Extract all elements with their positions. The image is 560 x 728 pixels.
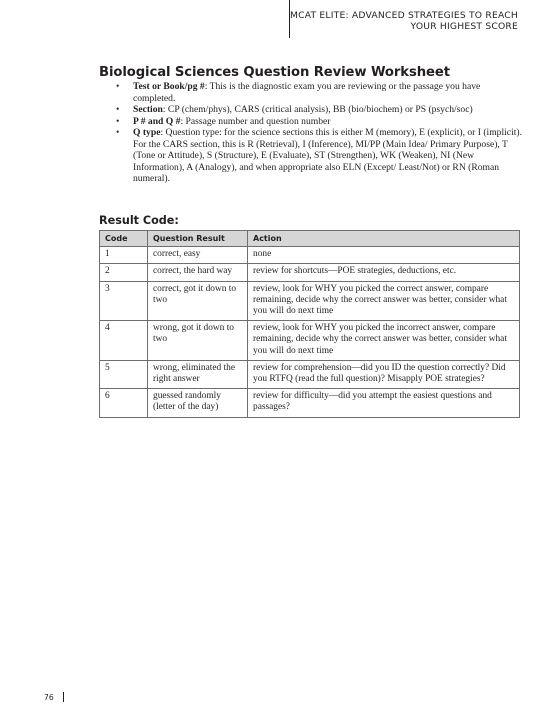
code-cell: 6	[100, 389, 148, 417]
column-header-question-result: Question Result	[148, 231, 248, 247]
table-row	[100, 264, 520, 281]
running-header-line-1: MCAT ELITE: ADVANCED STRATEGIES TO REACH	[289, 10, 518, 21]
list-item	[99, 104, 524, 116]
field-description: : CP (chem/phys), CARS (critical analysis), BB (bio/biochem) or PS (psych/soc)	[162, 104, 473, 115]
result-cell: correct, easy	[148, 247, 248, 264]
result-cell: correct, the hard way	[148, 264, 248, 281]
field-description: : This is the diagnostic exam you are reviewing or the passage you have completed.	[133, 81, 481, 104]
result-code-table	[99, 230, 520, 418]
list-item	[99, 127, 524, 185]
column-header-code: Code	[100, 231, 148, 247]
code-cell: 2	[100, 264, 148, 281]
table-row	[100, 389, 520, 417]
table-row	[100, 247, 520, 264]
action-cell: review for difficulty—did you attempt the easiest questions and passages?	[248, 389, 520, 417]
bullet-icon: •	[116, 81, 120, 92]
code-cell: 5	[100, 360, 148, 388]
bullet-icon: •	[116, 115, 120, 127]
result-cell: correct, got it down to two	[148, 281, 248, 321]
table-row	[100, 360, 520, 388]
table-row	[100, 321, 520, 361]
bullet-icon: •	[116, 127, 120, 138]
page-number-divider	[63, 692, 64, 702]
column-header-action: Action	[248, 231, 520, 247]
field-description: : Question type: for the science sections this is either M (memory), E (explicit), or I (implicit). For the CARS section, this is R (Retrieval), I (Inference), MI/PP (Main Idea/ Primary Purpose), T (Tone or Attitude), S (Structure), E (Evaluate), ST (Strengthen), WK (Weaken), NI (New Information), A (Analogy), and when appropriate also ELN (Except/ Least/Not) or RN (Roman numeral).	[133, 127, 522, 184]
action-cell: review for shortcuts—POE strategies, deductions, etc.	[248, 264, 520, 281]
action-cell: none	[248, 247, 520, 264]
field-definitions-list	[99, 81, 524, 185]
table-header-row	[100, 231, 520, 247]
list-item	[99, 116, 524, 128]
code-cell: 1	[100, 247, 148, 264]
table-row	[100, 281, 520, 321]
result-cell: wrong, eliminated the right answer	[148, 360, 248, 388]
field-term: Test or Book/pg #	[133, 81, 205, 92]
bullet-icon: •	[116, 104, 120, 115]
page-title: Biological Sciences Question Review Worksheet	[99, 65, 450, 80]
field-term: Q type	[133, 127, 161, 138]
list-item	[99, 81, 524, 104]
field-description: : Passage number and question number	[180, 115, 331, 127]
result-cell: wrong, got it down to two	[148, 321, 248, 361]
field-term: P # and Q #	[133, 115, 181, 127]
result-cell: guessed randomly (letter of the day)	[148, 389, 248, 417]
running-header	[268, 10, 518, 32]
running-header-line-2: YOUR HIGHEST SCORE	[410, 21, 518, 32]
page-number: 76	[44, 693, 54, 702]
result-code-heading: Result Code:	[99, 214, 179, 227]
code-cell: 4	[100, 321, 148, 361]
action-cell: review for comprehension—did you ID the question correctly? Did you RTFQ (read the full question)? Misapply POE strategies?	[248, 360, 520, 388]
field-term: Section	[133, 104, 163, 115]
action-cell: review, look for WHY you picked the incorrect answer, compare remaining, decide why the correct answer was better, consider what you will do next time	[248, 321, 520, 361]
code-cell: 3	[100, 281, 148, 321]
action-cell: review, look for WHY you picked the correct answer, compare remaining, decide why the correct answer was better, consider what you will do next time	[248, 281, 520, 321]
